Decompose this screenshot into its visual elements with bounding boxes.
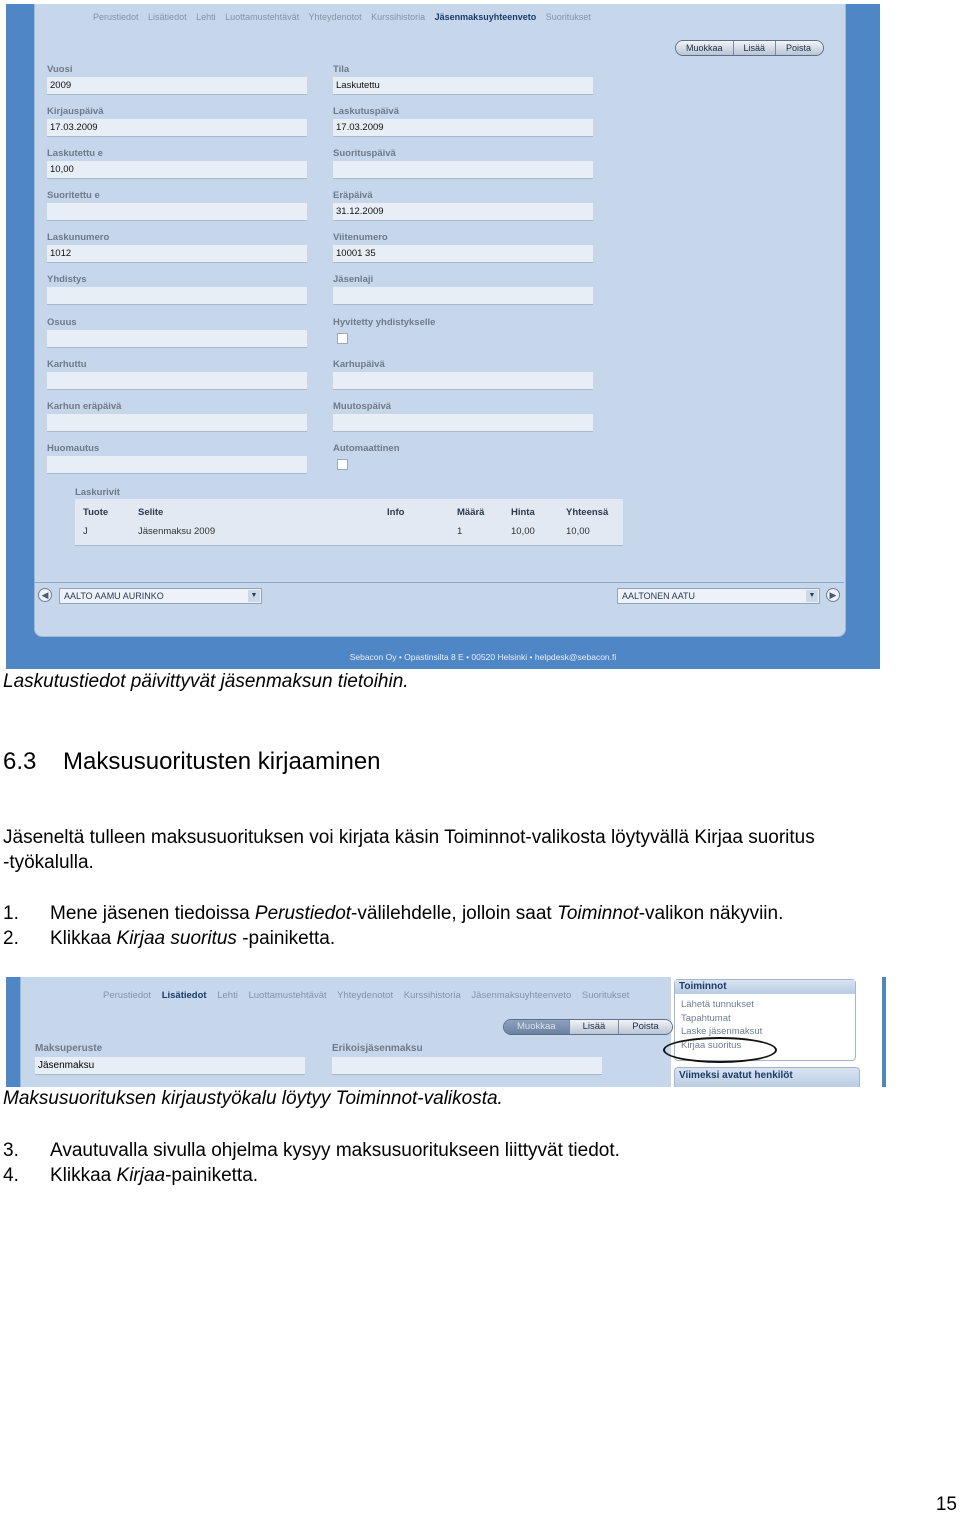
page-number: 15 xyxy=(935,1494,957,1515)
nav-divider xyxy=(34,582,844,583)
field-huomautus xyxy=(47,443,307,474)
intro-line-2: -työkalulla. xyxy=(3,852,94,873)
field-label: Laskunumero xyxy=(47,232,110,243)
field-erikoisjasenmaksu xyxy=(332,1043,602,1075)
step-3-text: Avautuvalla sivulla ohjelma kysyy maksusuoritukseen liittyvät tiedot. xyxy=(50,1140,620,1161)
field-label: Huomautus xyxy=(47,443,100,454)
laskurivit-table xyxy=(75,499,623,546)
tab-bar xyxy=(93,12,598,26)
tab-yhteydenotot[interactable]: Yhteydenotot xyxy=(308,12,362,22)
laskutettu-input[interactable]: 10,00 xyxy=(47,161,307,179)
field-erapaiva xyxy=(333,190,593,221)
field-suorituspaiva xyxy=(333,148,593,179)
field-label: Yhdistys xyxy=(47,274,87,285)
field-automaattinen xyxy=(333,443,593,470)
text: Mene jäsenen tiedoissa xyxy=(50,903,255,924)
edit-button[interactable]: Muokkaa xyxy=(676,41,734,55)
chevron-down-icon: ▼ xyxy=(248,590,260,602)
screenshot-member-fee-summary xyxy=(6,4,880,669)
field-tila xyxy=(333,64,593,95)
field-hyvitetty xyxy=(333,317,593,344)
field-jasenlaji xyxy=(333,274,593,305)
column-header: Hinta xyxy=(511,507,535,518)
tab-luottamustehtavat[interactable]: Luottamustehtävät xyxy=(248,990,327,1001)
tab-perustiedot[interactable]: Perustiedot xyxy=(93,12,139,22)
muutospaiva-input[interactable] xyxy=(333,414,593,432)
tab-jasenmaksuyhteenveto[interactable]: Jäsenmaksuyhteenveto xyxy=(434,12,537,22)
tab-perustiedot[interactable]: Perustiedot xyxy=(103,990,152,1001)
text: -välilehdelle, jolloin saat xyxy=(351,903,557,924)
field-label: Karhun eräpäivä xyxy=(47,401,122,412)
text: Klikkaa xyxy=(50,928,117,949)
emphasis: Kirjaa xyxy=(116,1165,166,1186)
field-maksuperuste xyxy=(35,1043,305,1075)
text: -painiketta. xyxy=(236,928,336,949)
app-footer: Sebacon Oy • Opastinsilta 8 E • 00520 Helsinki • helpdesk@sebacon.fi xyxy=(349,652,617,662)
field-label: Karhuttu xyxy=(47,359,87,370)
tab-bar xyxy=(103,990,637,1001)
field-suoritettu xyxy=(47,190,307,221)
frame-edge xyxy=(6,977,20,1087)
tab-suoritukset[interactable]: Suoritukset xyxy=(581,990,630,1001)
karhun-erapaiva-input[interactable] xyxy=(47,414,307,432)
member-fee-panel xyxy=(34,4,846,637)
field-label: Automaattinen xyxy=(333,443,400,454)
step-number: 3. xyxy=(3,1140,19,1161)
hyvitetty-checkbox[interactable] xyxy=(337,333,348,344)
menu-item-kirjaa-suoritus[interactable]: Kirjaa suoritus xyxy=(681,1039,742,1051)
laskurivit-title: Laskurivit xyxy=(75,487,120,498)
vuosi-input[interactable]: 2009 xyxy=(47,77,307,95)
field-kirjauspaiva xyxy=(47,106,307,137)
field-viitenumero xyxy=(333,232,593,263)
edit-button[interactable]: Muokkaa xyxy=(504,1020,570,1034)
tab-lehti[interactable]: Lehti xyxy=(196,12,216,22)
step-1-text xyxy=(50,903,783,925)
field-yhdistys xyxy=(47,274,307,305)
field-karhun-erapaiva xyxy=(47,401,307,432)
delete-button[interactable]: Poista xyxy=(776,41,823,55)
tab-suoritukset[interactable]: Suoritukset xyxy=(545,12,591,22)
tab-jasenmaksuyhteenveto[interactable]: Jäsenmaksuyhteenveto xyxy=(471,990,572,1001)
screenshot-toiminnot-menu xyxy=(6,977,886,1087)
tila-input[interactable]: Laskutettu xyxy=(333,77,593,95)
field-osuus xyxy=(47,317,307,348)
table-cell: 10,00 xyxy=(566,526,590,537)
field-laskutettu xyxy=(47,148,307,179)
frame-edge xyxy=(882,977,886,1087)
field-label: Laskutuspäivä xyxy=(333,106,399,117)
field-label: Erikoisjäsenmaksu xyxy=(332,1043,423,1054)
field-label: Jäsenlaji xyxy=(333,274,374,285)
step-2-text xyxy=(50,928,335,950)
column-header: Yhteensä xyxy=(566,507,609,518)
field-laskutuspaiva xyxy=(333,106,593,137)
field-label: Viitenumero xyxy=(333,232,388,243)
step-4-text xyxy=(50,1165,258,1187)
huomautus-input[interactable] xyxy=(47,456,307,474)
field-vuosi xyxy=(47,64,307,95)
column-header: Määrä xyxy=(457,507,485,518)
tab-lisatiedot[interactable]: Lisätiedot xyxy=(161,990,207,1001)
next-member-label: AALTONEN AATU xyxy=(622,591,696,601)
field-laskunumero xyxy=(47,232,307,263)
erikoisjasenmaksu-input[interactable] xyxy=(332,1057,602,1075)
field-karhuttu xyxy=(47,359,307,390)
table-cell: 10,00 xyxy=(511,526,535,537)
table-cell: J xyxy=(83,526,88,537)
lisatiedot-panel xyxy=(20,977,671,1087)
karhuttu-input[interactable] xyxy=(47,372,307,390)
field-label: Karhupäivä xyxy=(333,359,385,370)
emphasis: Perustiedot xyxy=(254,903,352,924)
step-number: 1. xyxy=(3,903,19,924)
table-cell: Jäsenmaksu 2009 xyxy=(138,526,216,537)
arrow-left-icon[interactable]: ◀ xyxy=(38,588,52,602)
action-button-group xyxy=(503,1019,673,1035)
step-number: 2. xyxy=(3,928,19,949)
field-label: Suoritettu e xyxy=(47,190,100,201)
text: -valikon näkyviin. xyxy=(638,903,784,924)
field-muutospaiva xyxy=(333,401,593,432)
prev-member-select[interactable] xyxy=(59,588,262,604)
tab-kurssihistoria[interactable]: Kurssihistoria xyxy=(403,990,461,1001)
prev-member-label: AALTO AAMU AURINKO xyxy=(64,591,164,601)
viitenumero-input[interactable]: 10001 35 xyxy=(333,245,593,263)
intro-line-1: Jäseneltä tulleen maksusuorituksen voi kirjata käsin Toiminnot-valikosta löytyvällä Kirjaa suoritus xyxy=(3,827,815,848)
next-member-select[interactable] xyxy=(617,588,820,604)
text: Klikkaa xyxy=(50,1165,117,1186)
section-title: Maksusuoritusten kirjaaminen xyxy=(63,748,381,775)
highlight-oval xyxy=(663,1037,777,1063)
field-label: Kirjauspäivä xyxy=(47,106,104,117)
action-button-group xyxy=(675,40,824,56)
add-button[interactable]: Lisää xyxy=(570,1020,620,1034)
laskunumero-input[interactable]: 1012 xyxy=(47,245,307,263)
tab-lisatiedot[interactable]: Lisätiedot xyxy=(148,12,187,22)
tab-lehti[interactable]: Lehti xyxy=(217,990,238,1001)
menu-item-tapahtumat[interactable]: Tapahtumat xyxy=(681,1012,731,1024)
osuus-input[interactable] xyxy=(47,330,307,348)
emphasis: Toiminnot xyxy=(557,903,639,924)
jasenlaji-input[interactable] xyxy=(333,287,593,305)
karhupaiva-input[interactable] xyxy=(333,372,593,390)
column-header: Info xyxy=(387,507,405,518)
laskutuspaiva-input[interactable]: 17.03.2009 xyxy=(333,119,593,137)
column-header: Selite xyxy=(138,507,164,518)
delete-button[interactable]: Poista xyxy=(619,1020,671,1034)
field-label: Suorituspäivä xyxy=(333,148,396,159)
emphasis: Kirjaa suoritus xyxy=(116,928,237,949)
field-label: Tila xyxy=(333,64,350,75)
table-cell: 1 xyxy=(457,526,463,537)
tab-yhteydenotot[interactable]: Yhteydenotot xyxy=(337,990,394,1001)
automaattinen-checkbox[interactable] xyxy=(337,459,348,470)
step-number: 4. xyxy=(3,1165,19,1186)
yhdistys-input[interactable] xyxy=(47,287,307,305)
field-label: Osuus xyxy=(47,317,77,328)
chevron-down-icon: ▼ xyxy=(806,590,818,602)
section-number: 6.3 xyxy=(3,748,37,775)
field-label: Muutospäivä xyxy=(333,401,392,412)
recent-persons-header[interactable]: Viimeksi avatut henkilöt xyxy=(674,1067,860,1087)
menu-item-laheta-tunnukset[interactable]: Lähetä tunnukset xyxy=(681,999,754,1010)
menu-item-laske-jasenmaksut[interactable]: Laske jäsenmaksut xyxy=(681,1026,763,1037)
toiminnot-menu-title[interactable]: Toiminnot xyxy=(675,980,855,994)
erapaiva-input[interactable]: 31.12.2009 xyxy=(333,203,593,221)
field-karhupaiva xyxy=(333,359,593,390)
suorituspaiva-input[interactable] xyxy=(333,161,593,179)
section-heading xyxy=(3,748,381,776)
add-button[interactable]: Lisää xyxy=(734,41,777,55)
column-header: Tuote xyxy=(83,507,109,518)
caption-1: Laskutustiedot päivittyvät jäsenmaksun tietoihin. xyxy=(3,671,409,692)
field-label: Laskutettu e xyxy=(47,148,103,159)
caption-2: Maksusuorituksen kirjaustyökalu löytyy Toiminnot-valikosta. xyxy=(3,1088,503,1109)
suoritettu-input[interactable] xyxy=(47,203,307,221)
kirjauspaiva-input[interactable]: 17.03.2009 xyxy=(47,119,307,137)
field-label: Maksuperuste xyxy=(35,1043,103,1054)
tab-kurssihistoria[interactable]: Kurssihistoria xyxy=(371,12,426,22)
field-label: Vuosi xyxy=(47,64,73,75)
field-label: Hyvitetty yhdistykselle xyxy=(333,317,436,328)
arrow-right-icon[interactable]: ▶ xyxy=(826,588,840,602)
text: -painiketta. xyxy=(165,1165,259,1186)
tab-luottamustehtavat[interactable]: Luottamustehtävät xyxy=(225,12,300,22)
maksuperuste-input[interactable]: Jäsenmaksu xyxy=(35,1057,305,1075)
field-label: Eräpäivä xyxy=(333,190,373,201)
